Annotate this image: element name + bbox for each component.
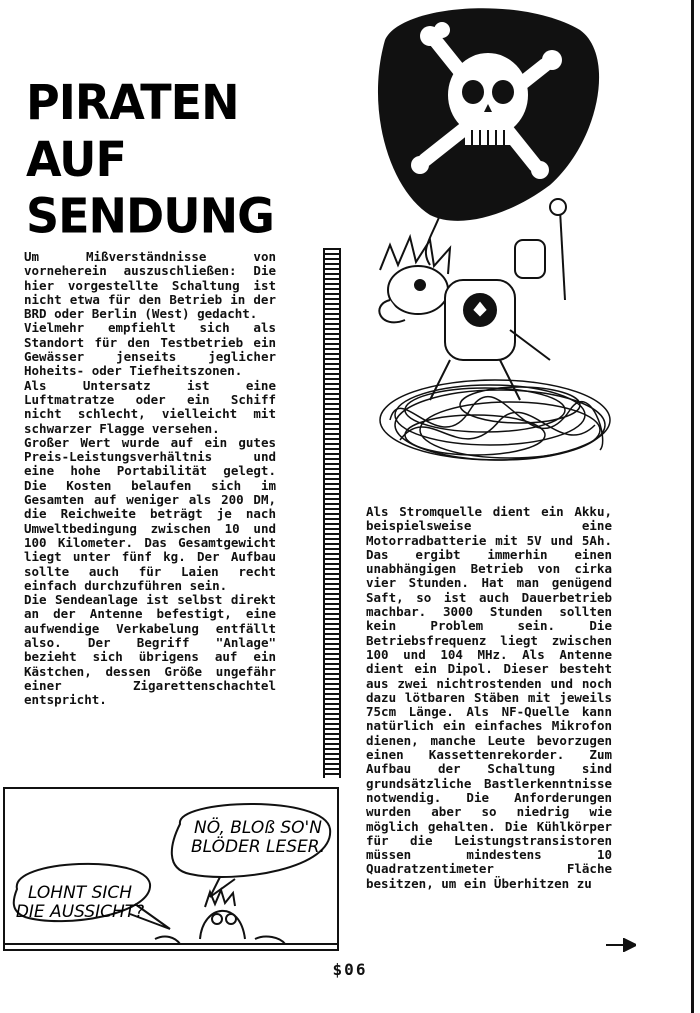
paragraph: Großer Wert wurde auf ein gutes Preis-Leistungsverhältnis und eine hohe Portabilität gelegt. Die Kosten belaufen sich im Gesamten auf weniger als 200 DM, die Reichweite beträgt je nach Umweltbedingung zwischen 10 und 100 Kilometer. Das Gesamtgewicht liegt unter fünf kg. Der Aufbau sollte auch für Laien recht einfach durchzuführen sein. [24,434,276,593]
paragraph: Vielmehr empfiehlt sich als Standort für den Testbetrieb ein Gewässer jenseits jeglicher Hoheits- oder Tiefheitszonen. [24,320,276,379]
paragraph: Die Sendeanlage ist selbst direkt an der Antenne befestigt, eine aufwendige Verkabelung entfällt also. Der Begriff "Anlage" bezieht sich übrigens auf ein Kästchen, dessen Größe ungefähr einer Zigarettenschachtel entspricht. [24,592,276,708]
left-text-column [24,250,276,708]
pirate-skull-balloon-icon [360,0,630,500]
page-edge-line [691,0,694,1013]
title-line: SENDUNG [26,187,274,245]
decorative-border-strip [323,248,341,778]
cartoon-drawing-icon [5,789,337,949]
paragraph: Um Mißverständnisse von vorneherein auszuschließen: Die hier vorgestellte Schaltung ist nicht etwa für den Betrieb in der BRD oder Berlin (West) gedacht. [24,249,276,322]
page-number: $06 [332,960,368,979]
speech-bubble-left: LOHNT SICH DIE AUSSICHT? [15,883,145,922]
continue-arrow-icon [606,938,636,952]
title-line: AUF [26,130,126,188]
speech-bubble-right: NÖ, BLOß SO'N BLÖDER LESER. [191,818,325,857]
paragraph: Als Untersatz ist eine Luftmatratze oder ein Schiff nicht schlecht, vielleicht mit schwarzer Flagge versehen. [24,377,276,436]
paragraph: Als Stromquelle dient ein Akku, beispielsweise eine Motorradbatterie mit 5V und 5Ah. Das ergibt immerhin einen unabhängigen Betrieb von cirka vier Stunden. Hat man genügend Saft, so ist auch Dauerbetrieb machbar. 3000 Stunden sollten kein Problem sein. Die Betriebsfrequenz liegt zwischen 100 und 104 MHz. Als Antenne dient ein Dipol. Dieser besteht aus zwei nichtrostenden und noch dazu lötbaren Stäben mit jeweils 75cm Länge. Als NF-Quelle kann natürlich ein einfaches Mikrofon dienen, manche Leute bevorzugen einen Kassettenrekorder. Zum Aufbau der Schaltung sind grundsätzliche Bastlerkenntnisse notwendig. Die Anforderungen wurden aber so niedrig wie möglich gehalten. Die Kühlkörper für die Leistungstransistoren müssen mindestens 10 Quadratzentimeter Fläche besitzen, um ein Überhitzen zu [366,504,612,891]
title-line: PIRATEN [26,74,239,131]
cartoon-panel [3,787,339,951]
right-text-column [366,505,612,891]
article-title [26,74,316,244]
